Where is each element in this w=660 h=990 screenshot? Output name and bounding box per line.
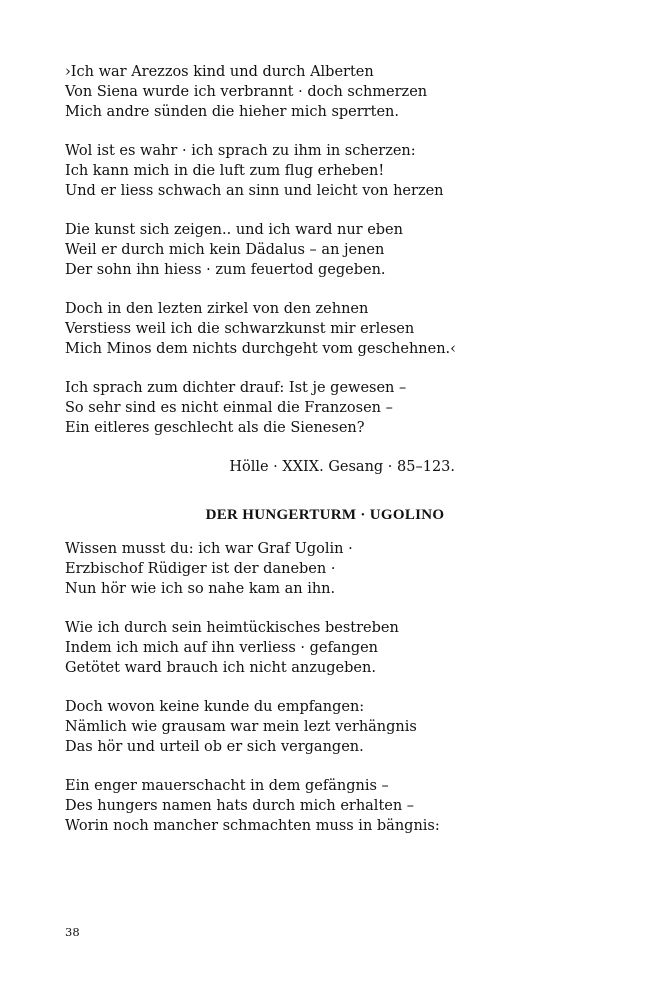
verse-line: Die kunst sich zeigen.. und ich ward nur eben xyxy=(65,222,403,238)
stanza xyxy=(65,618,585,678)
verse-line: Ich kann mich in die luft zum flug erheben! xyxy=(65,163,385,179)
stanza xyxy=(65,220,585,280)
page-number: 38 xyxy=(65,925,80,939)
source-citation: Hölle · XXIX. Gesang · 85–123. xyxy=(229,459,455,475)
stanza xyxy=(65,539,585,599)
verse-line: Wol ist es wahr · ich sprach zu ihm in scherzen: xyxy=(65,143,416,159)
stanza xyxy=(65,299,585,359)
verse-line: Nun hör wie ich so nahe kam an ihn. xyxy=(65,581,336,597)
text-column xyxy=(65,62,585,855)
verse-line: Worin noch mancher schmachten muss in bängnis: xyxy=(65,818,440,834)
verse-line: Ein enger mauerschacht in dem gefängnis – xyxy=(65,778,389,794)
verse-line: Von Siena wurde ich verbrannt · doch schmerzen xyxy=(65,84,428,100)
verse-line: ›Ich war Arezzos kind und durch Alberten xyxy=(65,64,374,80)
verse-line: Indem ich mich auf ihn verliess · gefangen xyxy=(65,640,379,656)
stanza xyxy=(65,141,585,201)
verse-line: Doch wovon keine kunde du empfangen: xyxy=(65,699,365,715)
verse-line: Und er liess schwach an sinn und leicht von herzen xyxy=(65,183,444,199)
verse-line: Weil er durch mich kein Dädalus – an jenen xyxy=(65,242,385,258)
verse-line: So sehr sind es nicht einmal die Franzosen – xyxy=(65,400,393,416)
verse-line: Doch in den lezten zirkel von den zehnen xyxy=(65,301,369,317)
verse-line: Das hör und urteil ob er sich vergangen. xyxy=(65,739,364,755)
verse-line: Erzbischof Rüdiger ist der daneben · xyxy=(65,561,336,577)
verse-line: Nämlich wie grausam war mein lezt verhängnis xyxy=(65,719,417,735)
verse-line: Mich andre sünden die hieher mich sperrten. xyxy=(65,104,399,120)
section-title: DER HUNGERTURM · UGOLINO xyxy=(205,507,445,523)
verse-line: Ich sprach zum dichter drauf: Ist je gewesen – xyxy=(65,380,407,396)
verse-line: Getötet ward brauch ich nicht anzugeben. xyxy=(65,660,376,676)
stanza xyxy=(65,62,585,122)
verse-line: Des hungers namen hats durch mich erhalten – xyxy=(65,798,415,814)
verse-line: Der sohn ihn hiess · zum feuertod gegeben. xyxy=(65,262,386,278)
verse-line: Verstiess weil ich die schwarzkunst mir erlesen xyxy=(65,321,415,337)
verse-line: Ein eitleres geschlecht als die Sienesen? xyxy=(65,420,365,436)
stanza xyxy=(65,378,585,438)
stanza xyxy=(65,776,585,836)
verse-line: Wie ich durch sein heimtückisches bestreben xyxy=(65,620,399,636)
verse-line: Mich Minos dem nichts durchgeht vom geschehnen.‹ xyxy=(65,341,456,357)
verse-line: Wissen musst du: ich war Graf Ugolin · xyxy=(65,541,353,557)
stanza xyxy=(65,697,585,757)
